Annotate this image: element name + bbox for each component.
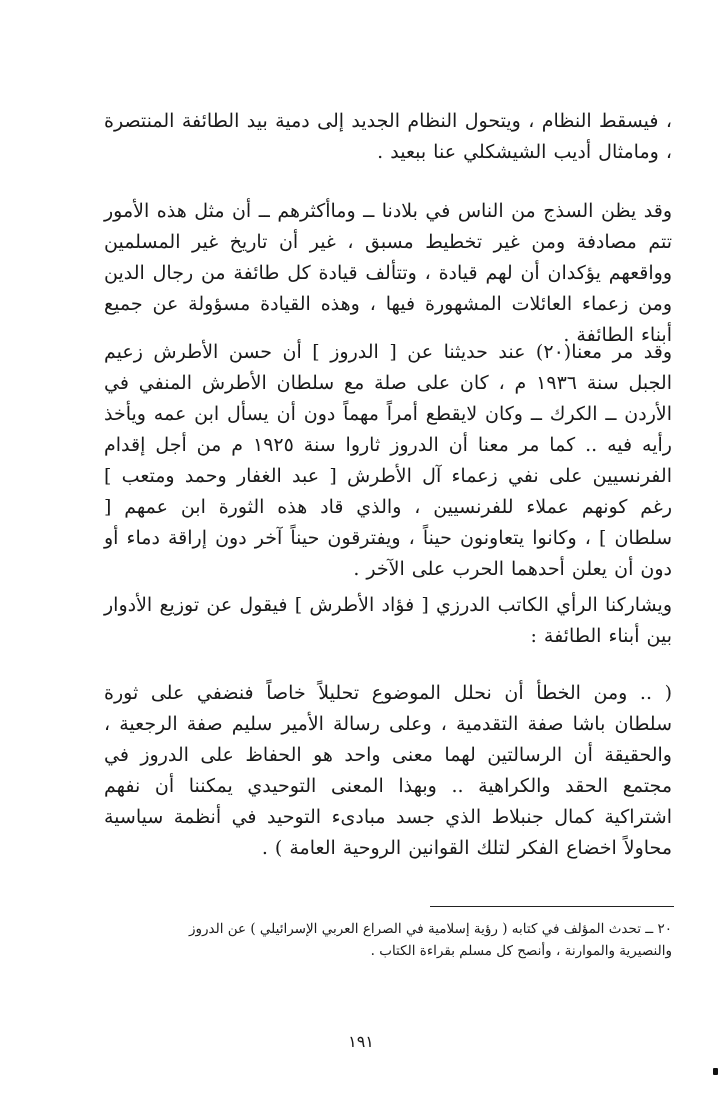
footnote-20: ٢٠ ــ تحدث المؤلف في كتابه ( رؤية إسلامية في الصراع العربي الإسرائيلي ) عن الدروز والنصيرية والموارنة ، وأنصح كل مسلم بقراءة الكتاب . <box>188 921 672 959</box>
footnote-divider <box>430 906 674 907</box>
scan-edge-mark <box>713 1068 718 1075</box>
paragraph-regime-collapse: ، فيسقط النظام ، ويتحول النظام الجديد إلى دمية بيد الطائفة المنتصرة ، ومامثال أديب الشيشكلي عنا ببعيد . <box>104 110 672 163</box>
paragraph-fuad-atrash-intro: ويشاركنا الرأي الكاتب الدرزي [ فؤاد الأطرش ] فيقول عن توزيع الأدوار بين أبناء الطائفة : <box>104 594 672 647</box>
paragraph-quotation: ( .. ومن الخطأ أن نحلل الموضوع تحليلاً خاصاً فنضفي على ثورة سلطان باشا صفة التقدمية ، وعلى رسالة الأمير سليم صفة الرجعية ، والحقيقة أن الرسالتين لهما معنى واحد هو الحفاظ على الدروز في مجتمع الحقد والكراهية .. وبهذا المعنى التوحيدي يمكننا أن نفهم اشتراكية كمال جنبلاط الذي جسد مبادىء التوحيد في أنظمة سياسية محاولاً اخضاع الفكر لتلك القوانين الروحية العامة ) . <box>104 682 672 859</box>
paragraph-druze-atrash: وقد مر معنا(٢٠) عند حديثنا عن [ الدروز ] أن حسن الأطرش زعيم الجبل سنة ١٩٣٦ م ، كان على صلة مع سلطان الأطرش المنفي في الأردن ــ الكرك ــ وكان لايقطع أمراً مهماً دون أن يسأل ابن عمه ويأخذ رأيه فيه .. كما مر معنا أن الدروز ثاروا سنة ١٩٢٥ م من أجل إقدام الفرنسيين على نفي زعماء آل الأطرش [ عبد الغفار وحمد ومتعب ] رغم كونهم عملاء للفرنسيين ، والذي قاد هذه الثورة ابن عمهم [ سلطان ] ، وكانوا يتعاونون حيناً ، ويفترقون حيناً آخر دون إراقة دماء أو دون أن يعلن أحدهما الحرب على الآخر . <box>104 341 672 580</box>
page-number: ١٩١ <box>348 1032 374 1051</box>
paragraph-minority-leadership: وقد يظن السذج من الناس في بلادنا ــ وماأكثرهم ــ أن مثل هذه الأمور تتم مصادفة ومن غير تخطيط مسبق ، غير أن تاريخ غير المسلمين وواقعهم يؤكدان أن لهم قيادة ، وتتألف قيادة كل طائفة من رجال الدين ومن زعماء العائلات المشهورة فيها ، وهذه القيادة مسؤولة عن جميع أبناء الطائفة . <box>104 200 672 346</box>
